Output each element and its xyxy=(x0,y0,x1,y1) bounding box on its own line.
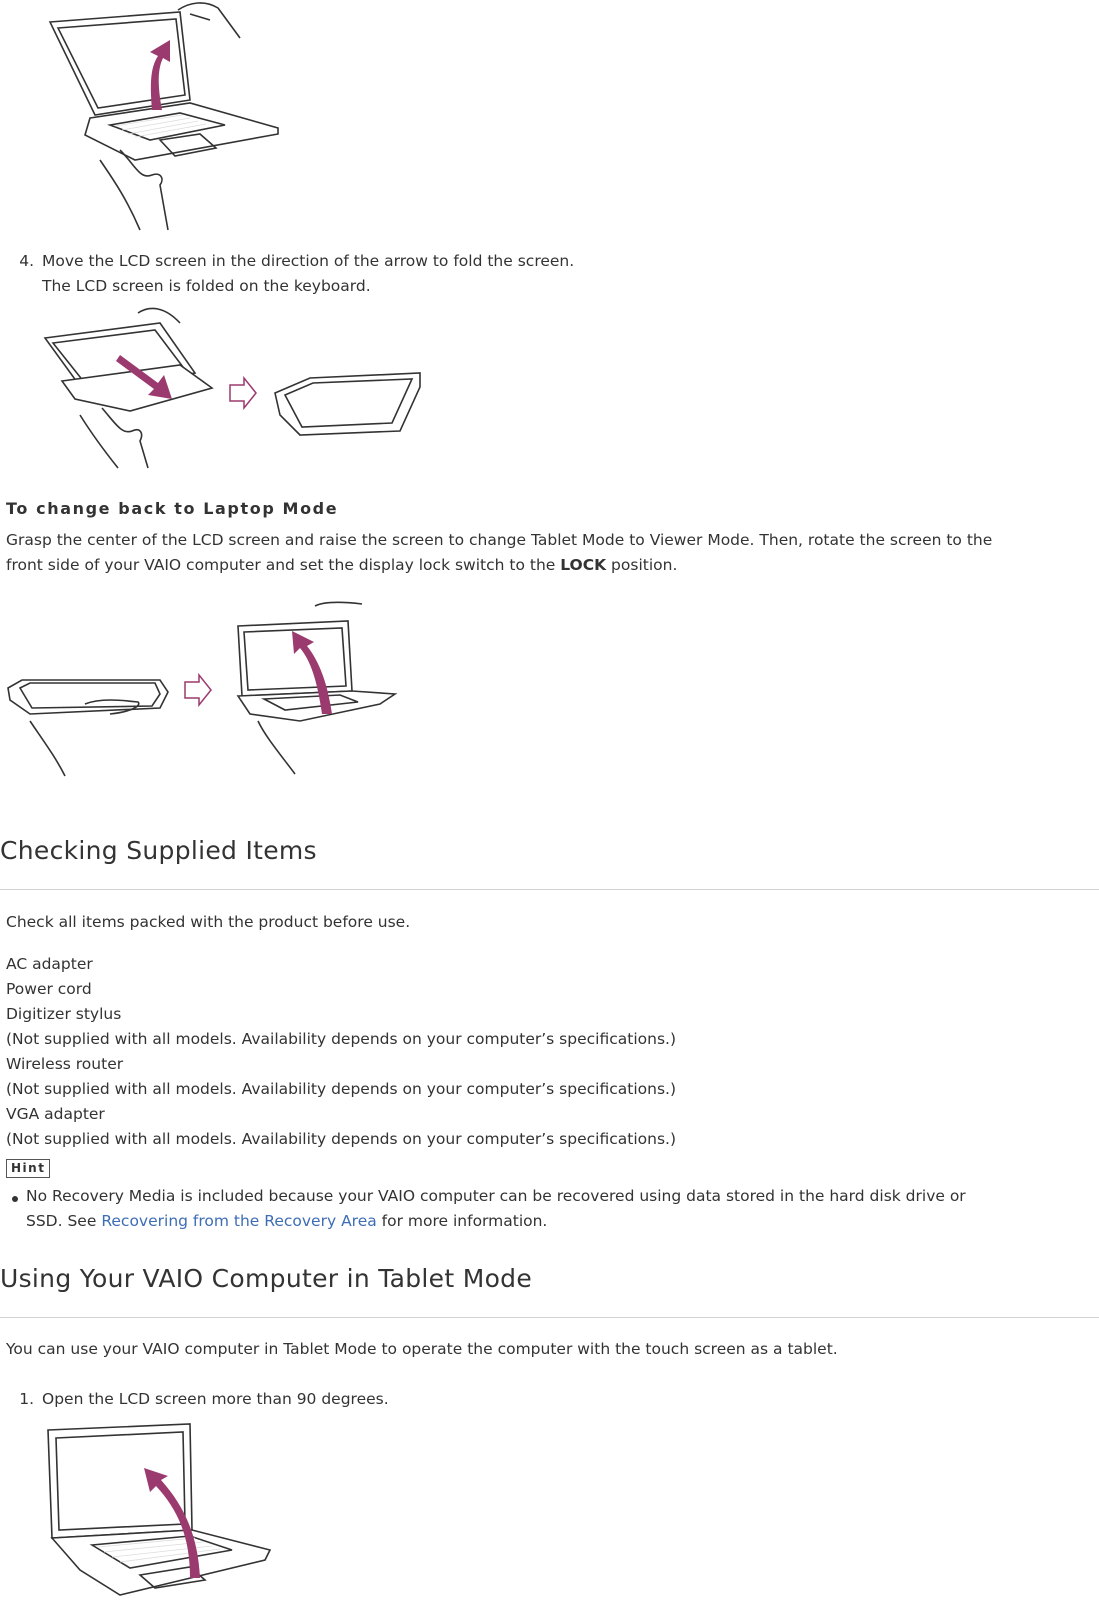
hint-text-line2 xyxy=(26,1209,547,1234)
tablet-mode-title: Using Your VAIO Computer in Tablet Mode xyxy=(0,1264,533,1293)
tablet-mode-intro: You can use your VAIO computer in Tablet Mode to operate the computer with the touch screen as a tablet. xyxy=(6,1340,838,1358)
supplied-item-note: (Not supplied with all models. Availability depends on your computer’s specifications.) xyxy=(6,1130,676,1148)
supplied-item: Digitizer stylus xyxy=(6,1005,122,1023)
hint-text-line1: No Recovery Media is included because your VAIO computer can be recovered using data stored in the hard disk drive or xyxy=(26,1187,966,1205)
hint-text-end: for more information. xyxy=(376,1212,548,1230)
supplied-item-note: (Not supplied with all models. Availability depends on your computer’s specifications.) xyxy=(6,1030,676,1048)
hint-badge: Hint xyxy=(6,1159,50,1178)
laptop-mode-para-line1: Grasp the center of the LCD screen and raise the screen to change Tablet Mode to Viewer Mode. Then, rotate the screen to the xyxy=(6,531,993,549)
supplied-item: VGA adapter xyxy=(6,1105,105,1123)
step-4-result: The LCD screen is folded on the keyboard. xyxy=(42,277,371,295)
recovery-area-link[interactable]: Recovering from the Recovery Area xyxy=(101,1212,377,1230)
para-text: front side of your VAIO computer and set the display lock switch to the xyxy=(6,556,561,574)
bullet xyxy=(12,1196,18,1202)
supplied-item: AC adapter xyxy=(6,955,93,973)
illustration-raise-to-laptop xyxy=(0,596,400,786)
supplied-item: Wireless router xyxy=(6,1055,124,1073)
supplied-items-title: Checking Supplied Items xyxy=(0,836,317,865)
illustration-fold-screen xyxy=(40,303,440,473)
step-1-number: 1. xyxy=(19,1390,34,1408)
laptop-mode-heading: To change back to Laptop Mode xyxy=(6,499,339,518)
laptop-mode-para-line2 xyxy=(6,553,677,578)
step-4-number: 4. xyxy=(19,252,34,270)
next-arrow-icon xyxy=(185,675,211,705)
step-1-text: Open the LCD screen more than 90 degrees. xyxy=(42,1390,389,1408)
illustration-open-screen xyxy=(40,1420,280,1607)
lock-label: LOCK xyxy=(560,556,607,574)
supplied-items-intro: Check all items packed with the product before use. xyxy=(6,913,411,931)
supplied-item-note: (Not supplied with all models. Availability depends on your computer’s specifications.) xyxy=(6,1080,676,1098)
step-4-text: Move the LCD screen in the direction of the arrow to fold the screen. xyxy=(42,252,575,270)
para-text-end: position. xyxy=(606,556,678,574)
section-divider xyxy=(0,889,1099,890)
next-arrow-icon xyxy=(230,378,256,408)
section-divider xyxy=(0,1317,1099,1318)
supplied-item: Power cord xyxy=(6,980,92,998)
hint-text: SSD. See xyxy=(26,1212,102,1230)
illustration-raise-screen xyxy=(40,0,285,240)
